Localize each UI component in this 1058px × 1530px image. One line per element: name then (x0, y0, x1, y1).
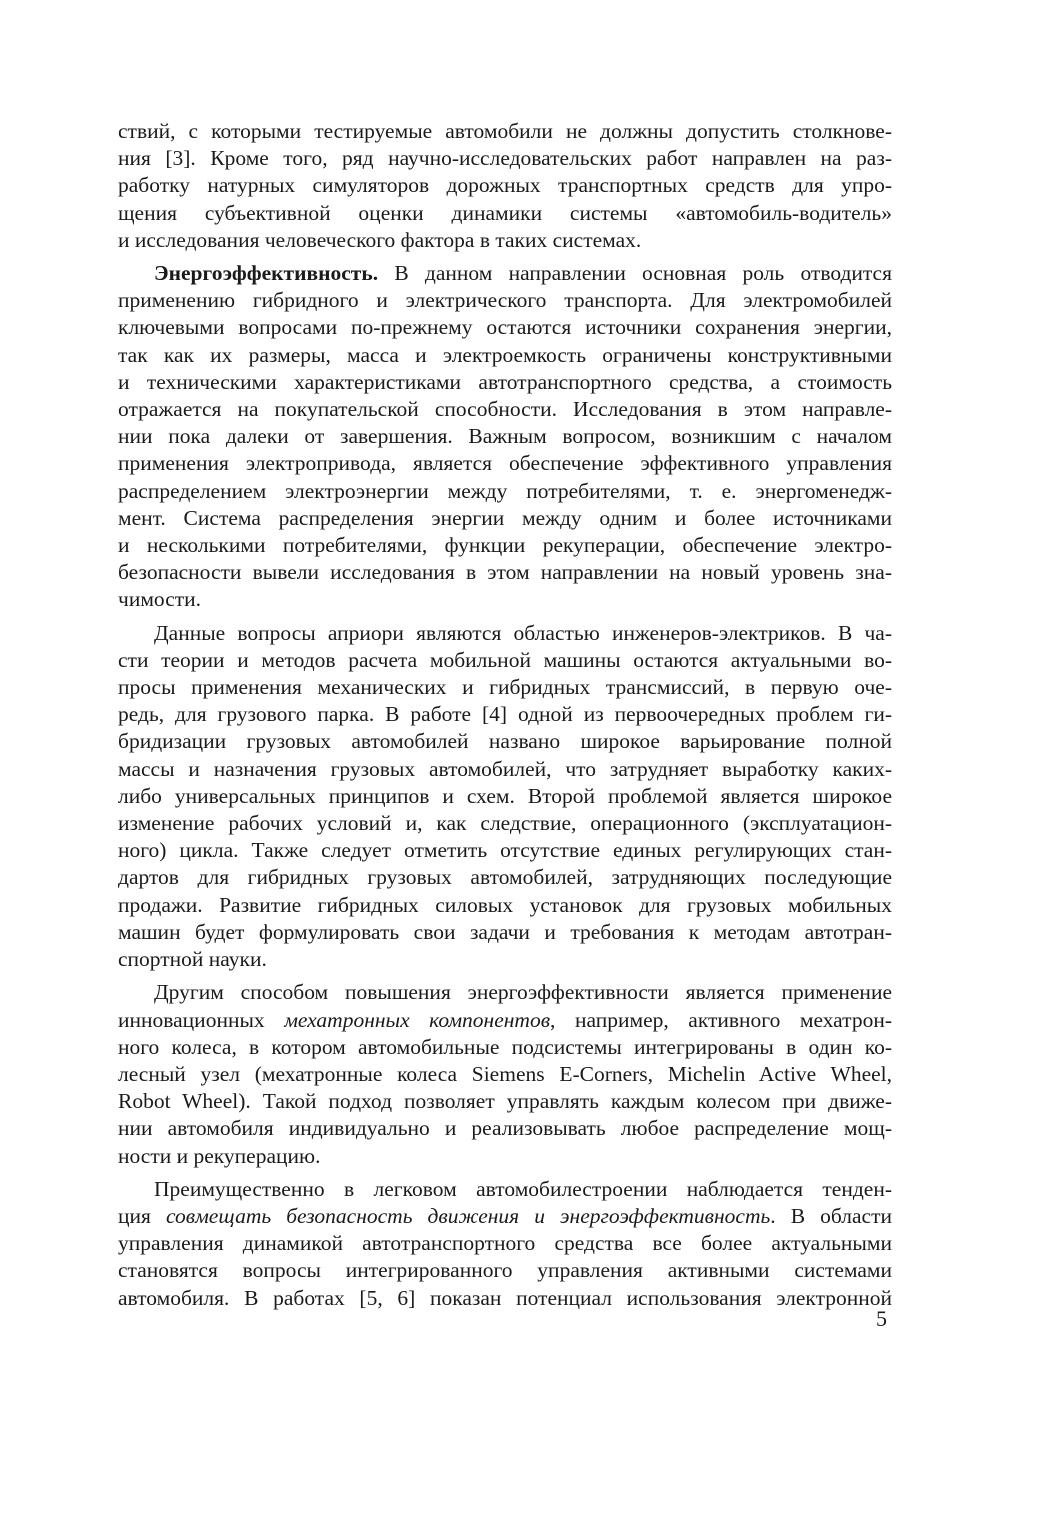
text-line: лесный узел (мехатронные колеса Siemens E-Corners, Michelin Active Wheel, (118, 1061, 892, 1086)
text-line: продажи. Развитие гибридных силовых установок для грузовых мобильных (118, 892, 892, 917)
document-body (118, 118, 892, 1318)
text-line: машин будет формулировать свои задачи и требования к методам автотран- (118, 919, 892, 944)
text-line: Robot Wheel). Такой подход позволяет управлять каждым колесом при движе- (118, 1089, 892, 1114)
text-line: управления динамикой автотранспортного средства все более актуальными (118, 1231, 892, 1256)
text-line: и исследования человеческого фактора в таких системах. (118, 227, 642, 252)
text-line: дартов для гибридных грузовых автомобилей, затрудняющих последующие (118, 865, 892, 890)
text-line: сти теории и методов расчета мобильной машины остаются актуальными во- (118, 647, 892, 672)
text-line: отражается на покупательской способности. Исследования в этом направле- (118, 397, 892, 422)
text-line: изменение рабочих условий и, как следствие, операционного (эксплуатацион- (118, 811, 892, 836)
text-line: массы и назначения грузовых автомобилей, что затрудняет выработку каких- (118, 756, 892, 781)
text-line: ного) цикла. Также следует отметить отсутствие единых регулирующих стан- (118, 838, 892, 863)
text-line: Преимущественно в легковом автомобилестроении наблюдается тенден- (154, 1176, 892, 1201)
text-line: и несколькими потребителями, функции рекуперации, обеспечение электро- (118, 533, 892, 558)
text-line: ности и рекуперацию. (118, 1143, 321, 1168)
paragraph-safety-efficiency (118, 1176, 892, 1312)
text-line: ния [3]. Кроме того, ряд научно-исследовательских работ направлен на раз- (118, 146, 892, 171)
text-line: просы применения механических и гибридных трансмиссий, в первую оче- (118, 675, 892, 700)
text-line: спортной науки. (118, 947, 267, 972)
text-line: чимости. (118, 587, 202, 612)
text-span: инновационных (118, 1007, 285, 1032)
italic-emphasis: мехатронных компонентов (284, 1007, 551, 1032)
text-line: и техническими характеристиками автотранспортного средства, а стоимость (118, 369, 892, 394)
text-span: ция (118, 1203, 166, 1228)
text-line: бридизации грузовых автомобилей названо широкое варьирование полной (118, 729, 892, 754)
text-line: применению гибридного и электрического транспорта. Для электромобилей (118, 288, 892, 313)
text-line: автомобиля. В работах [5, 6] показан потенциал использования электронной (118, 1285, 892, 1310)
text-line: безопасности вывели исследования в этом направлении на новый уровень зна- (118, 560, 892, 585)
text-line: распределением электроэнергии между потребителями, т. е. энергоменедж- (118, 478, 892, 503)
paragraph-hybrid-transmissions (118, 620, 892, 974)
text-line: так как их размеры, масса и электроемкость ограничены конструктивными (118, 342, 892, 367)
bold-heading-inline: Энергоэффективность. (154, 261, 379, 286)
text-span: В данном направлении основная роль отводится (378, 261, 892, 286)
text-span: . В области (770, 1203, 893, 1228)
text-line: становятся вопросы интегрированного управления активными системами (118, 1258, 892, 1283)
text-span: , например, активного мехатрон- (550, 1007, 892, 1032)
paragraph-continuation (118, 118, 892, 254)
text-line: редь, для грузового парка. В работе [4] одной из первоочередных проблем ги- (118, 702, 892, 727)
text-line: применения электропривода, является обеспечение эффективного управления (118, 451, 892, 476)
text-line: либо универсальных принципов и схем. Второй проблемой является широкое (118, 783, 892, 808)
text-line: ключевыми вопросами по-прежнему остаются источники сохранения энергии, (118, 315, 892, 340)
text-line: нии пока далеки от завершения. Важным вопросом, возникшим с началом (118, 424, 892, 449)
text-line (118, 1203, 892, 1230)
text-line: мент. Система распределения энергии между одним и более источниками (118, 505, 892, 530)
text-line (118, 260, 892, 287)
page-number: 5 (876, 1306, 887, 1331)
text-line: нии автомобиля индивидуально и реализовывать любое распределение мощ- (118, 1116, 892, 1141)
text-line: щения субъективной оценки динамики системы «автомобиль-водитель» (118, 200, 892, 225)
italic-emphasis: совмещать безопасность движения и энергоэффективность (165, 1203, 771, 1228)
text-line: работку натурных симуляторов дорожных транспортных средств для упро- (118, 173, 892, 198)
text-line: Данные вопросы априори являются областью инженеров-электриков. В ча- (154, 620, 892, 645)
text-line: Другим способом повышения энергоэффективности является применение (154, 980, 892, 1005)
paragraph-energy-efficiency (118, 260, 892, 614)
paragraph-mechatronic-components (118, 979, 892, 1169)
text-line (118, 1007, 892, 1034)
text-line: ствий, с которыми тестируемые автомобили не должны допустить столкнове- (118, 119, 892, 143)
text-line: ного колеса, в котором автомобильные подсистемы интегрированы в один ко- (118, 1034, 892, 1059)
